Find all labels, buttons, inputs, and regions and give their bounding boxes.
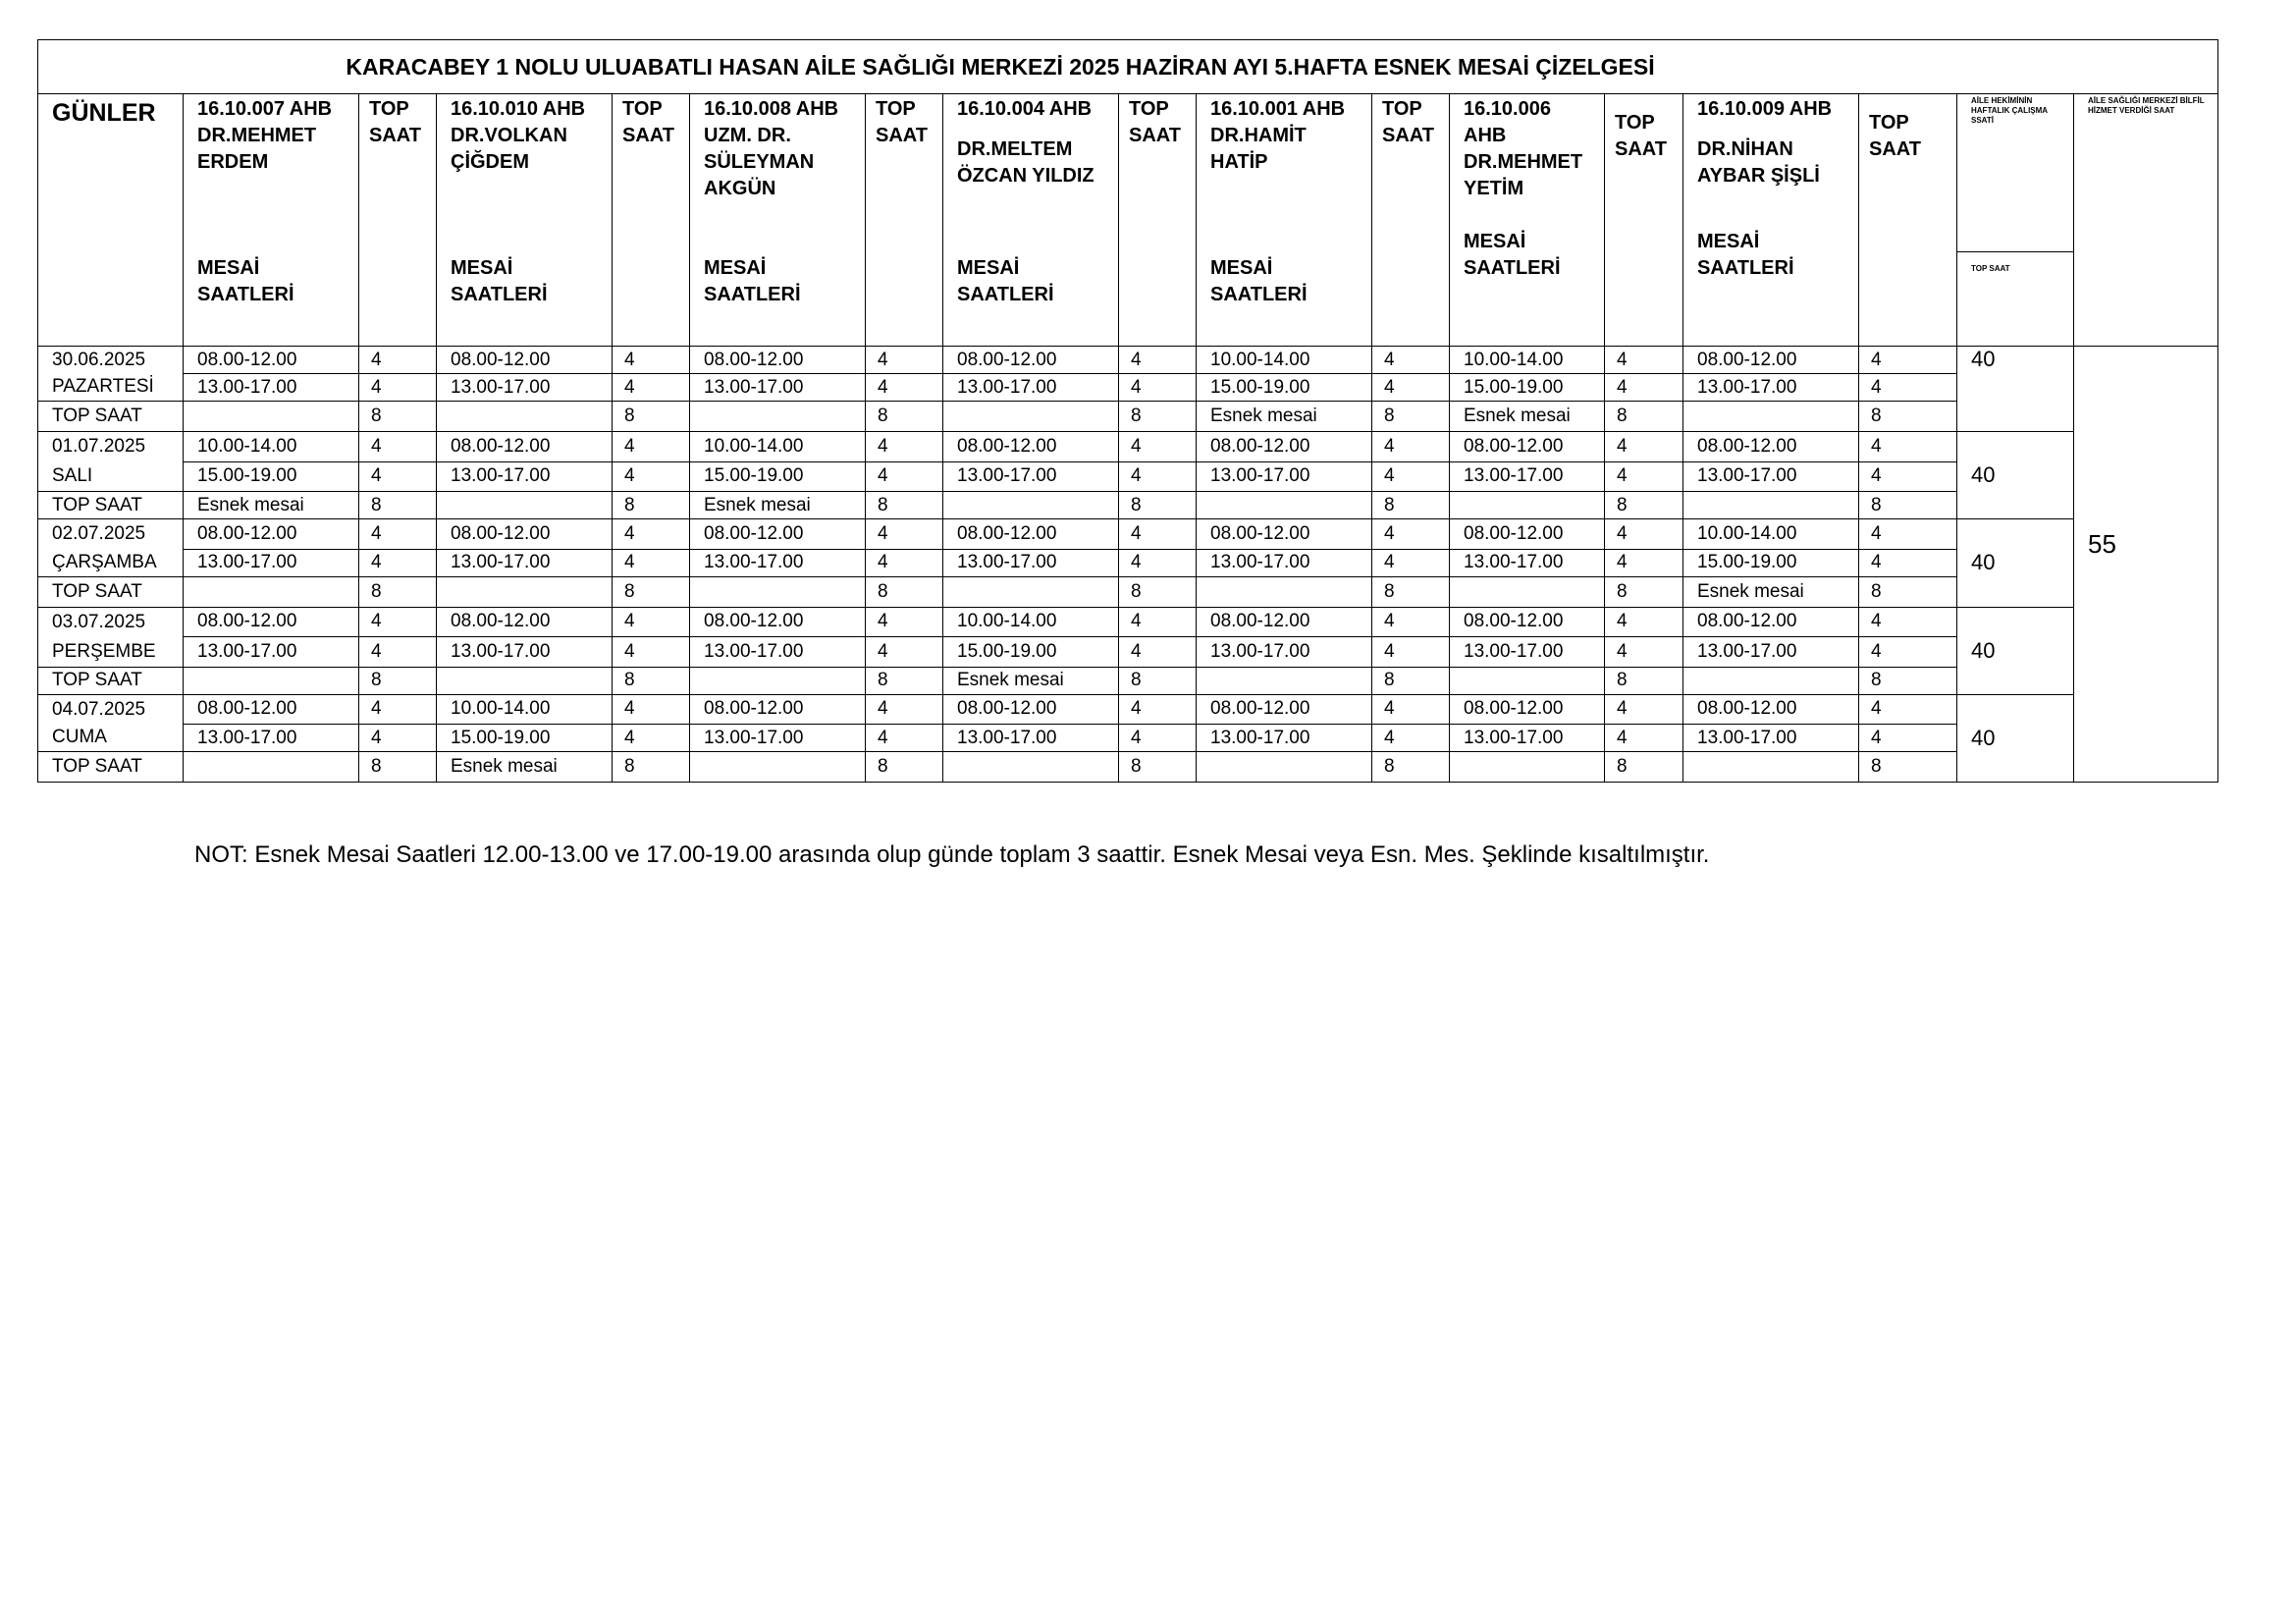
top-saat-cell: 4 (1605, 637, 1683, 668)
doctor-header: 16.10.001 AHB DR.HAMİT HATİP MESAİ SAATLERİ (1197, 94, 1372, 347)
day-cell: PERŞEMBE (38, 637, 184, 668)
day-cell: SALI (38, 461, 184, 492)
hours-cell: 10.00-14.00 (184, 432, 359, 462)
hours-cell (943, 402, 1119, 432)
top-saat-header: TOP SAAT (613, 94, 690, 347)
top-saat-cell: 8 (613, 576, 690, 607)
top-saat-cell: 4 (1605, 607, 1683, 637)
hours-cell: 13.00-17.00 (1683, 725, 1859, 752)
top-saat-header: TOP SAAT (1372, 94, 1450, 347)
hours-cell (1683, 752, 1859, 783)
hours-cell: 15.00-19.00 (943, 637, 1119, 668)
top-saat-cell: 4 (613, 549, 690, 576)
hours-cell: 08.00-12.00 (437, 347, 613, 374)
top-saat-cell: 8 (1859, 492, 1957, 519)
top-saat-cell: 8 (1859, 576, 1957, 607)
top-saat-cell: 8 (1119, 752, 1197, 783)
top-saat-cell: 4 (1605, 347, 1683, 374)
table-row (38, 549, 2218, 576)
top-saat-cell: 4 (866, 432, 943, 462)
table-row (38, 752, 2218, 783)
hours-cell (437, 667, 613, 694)
top-saat-cell: 4 (613, 607, 690, 637)
day-cell: 02.07.2025 (38, 519, 184, 550)
hours-cell: 13.00-17.00 (690, 549, 866, 576)
weekly-total-cell: 40 (1957, 347, 2074, 432)
top-saat-cell: 8 (613, 492, 690, 519)
top-saat-cell: 4 (1605, 549, 1683, 576)
top-saat-cell: 4 (866, 461, 943, 492)
hours-cell: Esnek mesai (1197, 402, 1372, 432)
hours-cell: 13.00-17.00 (437, 461, 613, 492)
hours-cell: Esnek mesai (690, 492, 866, 519)
hours-cell: 08.00-12.00 (943, 347, 1119, 374)
hours-cell: 13.00-17.00 (1450, 549, 1605, 576)
top-saat-cell: 4 (359, 432, 437, 462)
top-saat-cell: 4 (1372, 432, 1450, 462)
top-saat-cell: 4 (1372, 694, 1450, 725)
table-row (38, 576, 2218, 607)
hours-cell (690, 576, 866, 607)
hours-cell: Esnek mesai (943, 667, 1119, 694)
hours-cell (1450, 752, 1605, 783)
hours-cell: 10.00-14.00 (690, 432, 866, 462)
hours-cell: 08.00-12.00 (1450, 607, 1605, 637)
hours-cell: 08.00-12.00 (437, 432, 613, 462)
top-saat-cell: 4 (613, 374, 690, 402)
hours-cell: 13.00-17.00 (184, 549, 359, 576)
hours-cell: 13.00-17.00 (690, 725, 866, 752)
day-cell: ÇARŞAMBA (38, 549, 184, 576)
table-row (38, 374, 2218, 402)
hours-cell: 08.00-12.00 (1683, 347, 1859, 374)
hours-cell (437, 576, 613, 607)
table-row (38, 519, 2218, 550)
hours-cell (1197, 667, 1372, 694)
top-saat-cell: 8 (613, 667, 690, 694)
top-saat-cell: 8 (1859, 667, 1957, 694)
top-saat-header: TOP SAAT (866, 94, 943, 347)
table-row (38, 492, 2218, 519)
hours-cell (690, 667, 866, 694)
footnote: NOT: Esnek Mesai Saatleri 12.00-13.00 ve 17.00-19.00 arasında olup günde toplam 3 saattir. Esnek Mesai veya Esn. Mes. Şeklinde kısaltılmıştır. (194, 841, 1710, 868)
top-saat-cell: 4 (1859, 694, 1957, 725)
hours-cell: 08.00-12.00 (690, 694, 866, 725)
top-saat-cell: 8 (1119, 492, 1197, 519)
hours-cell: 08.00-12.00 (943, 694, 1119, 725)
hours-cell: 15.00-19.00 (1197, 374, 1372, 402)
hours-cell: 13.00-17.00 (1197, 637, 1372, 668)
top-saat-cell: 4 (1859, 549, 1957, 576)
table-row (38, 432, 2218, 462)
day-cell: CUMA (38, 725, 184, 752)
top-saat-header: TOP SAAT (1859, 94, 1957, 347)
top-saat-cell: 8 (1859, 752, 1957, 783)
top-saat-cell: 8 (359, 492, 437, 519)
hours-cell: 13.00-17.00 (1197, 461, 1372, 492)
hours-cell (690, 752, 866, 783)
day-cell: TOP SAAT (38, 576, 184, 607)
top-saat-cell: 4 (1372, 347, 1450, 374)
top-saat-cell: 8 (1119, 576, 1197, 607)
hours-cell (1683, 492, 1859, 519)
hours-cell (1450, 492, 1605, 519)
hours-cell: 08.00-12.00 (1450, 519, 1605, 550)
top-saat-cell: 4 (1605, 432, 1683, 462)
top-saat-cell: 4 (1119, 725, 1197, 752)
hours-cell: 13.00-17.00 (1450, 725, 1605, 752)
doctor-header: 16.10.010 AHB DR.VOLKAN ÇİĞDEM MESAİ SAATLERİ (437, 94, 613, 347)
hours-cell: 13.00-17.00 (437, 637, 613, 668)
hours-cell: Esnek mesai (1450, 402, 1605, 432)
hours-cell: 10.00-14.00 (437, 694, 613, 725)
top-saat-cell: 4 (866, 725, 943, 752)
top-saat-cell: 4 (1119, 347, 1197, 374)
hours-cell: 08.00-12.00 (184, 694, 359, 725)
hours-cell: 13.00-17.00 (184, 374, 359, 402)
hours-cell: 08.00-12.00 (690, 519, 866, 550)
days-header: GÜNLER (38, 94, 184, 347)
hours-cell (1683, 667, 1859, 694)
top-saat-cell: 8 (1605, 492, 1683, 519)
top-saat-cell: 4 (1859, 607, 1957, 637)
top-saat-cell: 4 (359, 549, 437, 576)
top-saat-cell: 4 (613, 432, 690, 462)
top-saat-cell: 4 (1372, 549, 1450, 576)
document-title: KARACABEY 1 NOLU ULUABATLI HASAN AİLE SAĞLIĞI MERKEZİ 2025 HAZİRAN AYI 5.HAFTA ESNEK MESAİ ÇİZELGESİ (38, 40, 2218, 94)
hours-cell: 08.00-12.00 (690, 607, 866, 637)
hours-cell (437, 402, 613, 432)
top-saat-cell: 4 (1372, 607, 1450, 637)
top-saat-header: TOP SAAT (1605, 94, 1683, 347)
doctor-header: 16.10.009 AHB DR.NİHAN AYBAR ŞİŞLİ MESAİ SAATLERİ (1683, 94, 1859, 347)
top-saat-cell: 4 (1859, 519, 1957, 550)
hours-cell (184, 667, 359, 694)
hours-cell (1450, 667, 1605, 694)
day-cell: 30.06.2025 (38, 347, 184, 374)
weekly-total-cell: 40 (1957, 694, 2074, 783)
top-saat-cell: 4 (1372, 461, 1450, 492)
top-saat-cell: 4 (359, 607, 437, 637)
top-saat-cell: 4 (1859, 374, 1957, 402)
header-row (38, 94, 2218, 347)
hours-cell (690, 402, 866, 432)
top-saat-cell: 8 (359, 752, 437, 783)
top-saat-cell: 8 (866, 667, 943, 694)
hours-cell (943, 752, 1119, 783)
top-saat-cell: 8 (1372, 667, 1450, 694)
top-saat-cell: 4 (359, 694, 437, 725)
top-saat-cell: 8 (1859, 402, 1957, 432)
top-saat-cell: 8 (1605, 752, 1683, 783)
hours-cell: Esnek mesai (437, 752, 613, 783)
table-row (38, 402, 2218, 432)
day-cell: 03.07.2025 (38, 607, 184, 637)
top-saat-cell: 4 (613, 461, 690, 492)
hours-cell: 13.00-17.00 (690, 637, 866, 668)
table-row (38, 667, 2218, 694)
hours-cell: 10.00-14.00 (1450, 347, 1605, 374)
top-saat-cell: 4 (1119, 694, 1197, 725)
top-saat-cell: 4 (1372, 374, 1450, 402)
hours-cell (1197, 752, 1372, 783)
top-saat-cell: 8 (1119, 667, 1197, 694)
top-saat-cell: 4 (359, 374, 437, 402)
hours-cell: 13.00-17.00 (943, 374, 1119, 402)
hours-cell: 08.00-12.00 (437, 607, 613, 637)
top-saat-cell: 4 (1119, 607, 1197, 637)
hours-cell: 08.00-12.00 (1197, 694, 1372, 725)
hours-cell (943, 492, 1119, 519)
day-cell: TOP SAAT (38, 492, 184, 519)
top-saat-cell: 8 (1605, 667, 1683, 694)
top-saat-cell: 8 (359, 667, 437, 694)
top-saat-cell: 8 (1605, 402, 1683, 432)
top-saat-cell: 4 (1605, 461, 1683, 492)
hours-cell: Esnek mesai (184, 492, 359, 519)
top-saat-cell: 4 (866, 637, 943, 668)
center-hours-header: AİLE SAĞLIĞI MERKEZİ BİLFİL HİZMET VERDİĞİ SAAT (2074, 94, 2218, 347)
top-saat-cell: 4 (1119, 432, 1197, 462)
table-row (38, 637, 2218, 668)
hours-cell: 15.00-19.00 (1450, 374, 1605, 402)
top-saat-cell: 4 (866, 347, 943, 374)
top-saat-cell: 8 (1119, 402, 1197, 432)
hours-cell: 13.00-17.00 (437, 549, 613, 576)
top-saat-cell: 4 (1859, 432, 1957, 462)
top-saat-cell: 4 (1605, 374, 1683, 402)
hours-cell: 08.00-12.00 (1683, 694, 1859, 725)
hours-cell: 13.00-17.00 (1683, 374, 1859, 402)
hours-cell (1683, 402, 1859, 432)
table-row (38, 347, 2218, 374)
center-total-cell: 55 (2074, 347, 2218, 783)
hours-cell: 15.00-19.00 (437, 725, 613, 752)
top-saat-cell: 4 (1859, 347, 1957, 374)
top-saat-cell: 4 (1119, 461, 1197, 492)
top-saat-cell: 4 (359, 637, 437, 668)
day-cell: TOP SAAT (38, 667, 184, 694)
top-saat-cell: 4 (866, 549, 943, 576)
hours-cell: 08.00-12.00 (690, 347, 866, 374)
top-saat-cell: 4 (1859, 725, 1957, 752)
hours-cell: 08.00-12.00 (1450, 432, 1605, 462)
hours-cell: 15.00-19.00 (184, 461, 359, 492)
table-row (38, 607, 2218, 637)
hours-cell: 10.00-14.00 (943, 607, 1119, 637)
hours-cell (184, 752, 359, 783)
hours-cell: 08.00-12.00 (1450, 694, 1605, 725)
weekly-total-cell: 40 (1957, 607, 2074, 694)
hours-cell: 13.00-17.00 (1450, 461, 1605, 492)
doctor-header: 16.10.007 AHB DR.MEHMET ERDEM MESAİ SAATLERİ (184, 94, 359, 347)
top-saat-cell: 8 (866, 492, 943, 519)
hours-cell: 08.00-12.00 (1683, 432, 1859, 462)
hours-cell: 08.00-12.00 (184, 519, 359, 550)
table-row (38, 461, 2218, 492)
hours-cell: 13.00-17.00 (943, 725, 1119, 752)
top-saat-cell: 4 (866, 607, 943, 637)
day-cell: 04.07.2025 (38, 694, 184, 725)
top-saat-cell: 4 (613, 694, 690, 725)
top-saat-cell: 8 (1605, 576, 1683, 607)
top-saat-cell: 4 (1372, 725, 1450, 752)
top-saat-cell: 8 (866, 402, 943, 432)
top-saat-cell: 4 (1119, 374, 1197, 402)
top-saat-cell: 8 (613, 402, 690, 432)
top-saat-cell: 4 (866, 374, 943, 402)
hours-cell: 13.00-17.00 (690, 374, 866, 402)
top-saat-cell: 4 (1859, 637, 1957, 668)
top-saat-cell: 8 (866, 576, 943, 607)
hours-cell: 13.00-17.00 (1197, 549, 1372, 576)
hours-cell: 08.00-12.00 (943, 432, 1119, 462)
top-saat-cell: 4 (613, 347, 690, 374)
doctor-header: 16.10.004 AHB DR.MELTEM ÖZCAN YILDIZ MESAİ SAATLERİ (943, 94, 1119, 347)
hours-cell (437, 492, 613, 519)
top-saat-cell: 4 (866, 519, 943, 550)
top-saat-cell: 4 (359, 461, 437, 492)
top-saat-cell: 4 (1605, 694, 1683, 725)
top-saat-cell: 4 (1119, 519, 1197, 550)
top-saat-cell: 4 (613, 725, 690, 752)
hours-cell: 10.00-14.00 (1197, 347, 1372, 374)
hours-cell: 08.00-12.00 (184, 607, 359, 637)
schedule-table (37, 39, 2218, 783)
hours-cell: 13.00-17.00 (943, 461, 1119, 492)
weekly-hours-header: AİLE HEKİMİNİN HAFTALIK ÇALIŞMA SSATİ TOP SAAT (1957, 94, 2074, 347)
hours-cell: 08.00-12.00 (437, 519, 613, 550)
day-cell: TOP SAAT (38, 402, 184, 432)
top-saat-cell: 4 (1372, 519, 1450, 550)
hours-cell (1197, 576, 1372, 607)
top-saat-cell: 4 (613, 637, 690, 668)
hours-cell: 13.00-17.00 (1450, 637, 1605, 668)
top-saat-header: TOP SAAT (1119, 94, 1197, 347)
hours-cell: 10.00-14.00 (1683, 519, 1859, 550)
hours-cell (1197, 492, 1372, 519)
hours-cell (184, 576, 359, 607)
top-saat-cell: 8 (1372, 576, 1450, 607)
top-saat-cell: 4 (1605, 725, 1683, 752)
top-saat-cell: 4 (1119, 637, 1197, 668)
hours-cell: 08.00-12.00 (184, 347, 359, 374)
hours-cell: 15.00-19.00 (690, 461, 866, 492)
top-saat-cell: 4 (359, 347, 437, 374)
hours-cell: 13.00-17.00 (184, 637, 359, 668)
hours-cell (184, 402, 359, 432)
top-saat-header: TOP SAAT (359, 94, 437, 347)
top-saat-cell: 4 (359, 519, 437, 550)
doctor-header: 16.10.008 AHB UZM. DR. SÜLEYMAN AKGÜN MESAİ SAATLERİ (690, 94, 866, 347)
top-saat-cell: 4 (1859, 461, 1957, 492)
weekly-total-cell: 40 (1957, 432, 2074, 519)
top-saat-cell: 8 (1372, 492, 1450, 519)
table-row (38, 725, 2218, 752)
top-saat-cell: 4 (359, 725, 437, 752)
hours-cell: 13.00-17.00 (943, 549, 1119, 576)
hours-cell: 13.00-17.00 (1197, 725, 1372, 752)
hours-cell: 13.00-17.00 (1683, 461, 1859, 492)
hours-cell: 13.00-17.00 (437, 374, 613, 402)
top-saat-cell: 8 (359, 402, 437, 432)
top-saat-cell: 8 (866, 752, 943, 783)
hours-cell: 08.00-12.00 (1197, 432, 1372, 462)
hours-cell: 13.00-17.00 (184, 725, 359, 752)
hours-cell: 08.00-12.00 (1683, 607, 1859, 637)
hours-cell: 08.00-12.00 (1197, 519, 1372, 550)
hours-cell (943, 576, 1119, 607)
top-saat-cell: 8 (1372, 752, 1450, 783)
hours-cell: Esnek mesai (1683, 576, 1859, 607)
hours-cell: 15.00-19.00 (1683, 549, 1859, 576)
top-saat-cell: 4 (613, 519, 690, 550)
top-saat-cell: 4 (1372, 637, 1450, 668)
top-saat-cell: 4 (866, 694, 943, 725)
hours-cell: 13.00-17.00 (1683, 637, 1859, 668)
top-saat-cell: 8 (359, 576, 437, 607)
table-row (38, 694, 2218, 725)
day-cell: 01.07.2025 (38, 432, 184, 462)
top-saat-cell: 8 (613, 752, 690, 783)
top-saat-cell: 4 (1119, 549, 1197, 576)
top-saat-cell: 8 (1372, 402, 1450, 432)
hours-cell: 08.00-12.00 (1197, 607, 1372, 637)
day-cell: TOP SAAT (38, 752, 184, 783)
top-saat-cell: 4 (1605, 519, 1683, 550)
weekly-total-cell: 40 (1957, 519, 2074, 608)
hours-cell (1450, 576, 1605, 607)
day-cell: PAZARTESİ (38, 374, 184, 402)
hours-cell: 08.00-12.00 (943, 519, 1119, 550)
doctor-header: 16.10.006 AHB DR.MEHMET YETİM MESAİ SAATLERİ (1450, 94, 1605, 347)
